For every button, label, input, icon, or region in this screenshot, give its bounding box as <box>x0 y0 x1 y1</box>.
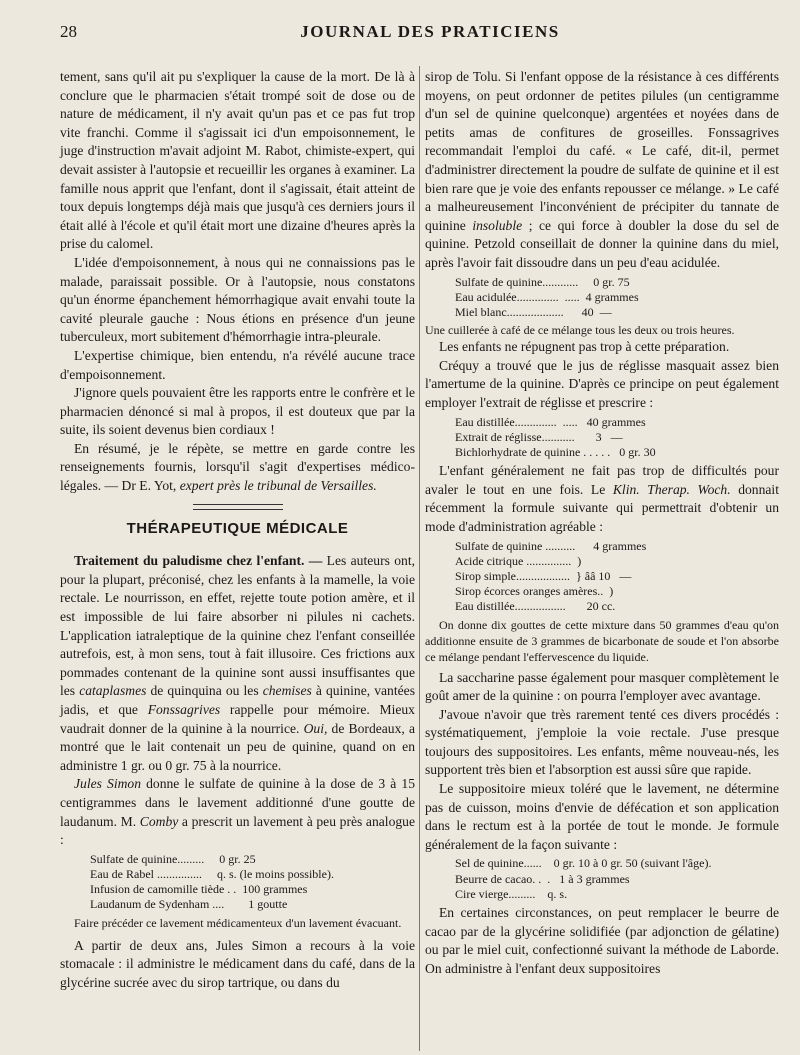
paragraph: A partir de deux ans, Jules Simon a recours à la voie stomacale : il administre le médicament dans du café, dans de la glycérine sucrée avec du sirop tartrique, ou dans du <box>60 937 415 990</box>
journal-title: JOURNAL DES PRATICIENS <box>300 22 560 41</box>
paragraph: L'enfant généralement ne fait pas trop de difficultés pour avaler le tout en une fois. Le Klin. Therap. Woch. donnait récemment la formule suivante qui permettrait d'obtenir un mode d'administration agréable : <box>425 463 779 534</box>
prescription-formula <box>455 856 779 902</box>
section-rule <box>193 504 283 510</box>
formula-line: Sulfate de quinine......... 0 gr. 25 <box>90 851 256 866</box>
formula-line: Extrait de réglisse........... 3 — <box>455 429 623 444</box>
column-divider <box>419 66 420 1051</box>
paragraph: J'ignore quels pouvaient être les rapports entre le confrère et le pharmacien dénoncé si mal à propos, il est douteux que par la suite, ils soient devenus bien cordiaux ! <box>60 385 415 438</box>
prescription-formula <box>455 415 779 461</box>
paragraph: L'expertise chimique, bien entendu, n'a révélé aucune trace d'empoisonnement. <box>60 347 415 382</box>
formula-line: Cire vierge......... q. s. <box>455 886 568 901</box>
formula-line: Eau acidulée.............. ..... 4 grammes <box>455 289 639 304</box>
formula-line: Sel de quinine...... 0 gr. 10 à 0 gr. 50 (suivant l'âge). <box>455 856 712 871</box>
formula-line: Sirop écorces oranges amères.. ) <box>455 584 614 599</box>
paragraph: Jules Simon donne le sulfate de quinine à la dose de 3 à 15 centigrammes dans le lavement additionné d'une goutte de laudanum. M. Comby a prescrit un lavement à peu près analogue : <box>60 776 415 848</box>
paragraph: En certaines circonstances, on peut remplacer le beurre de cacao par de la glycérine solidifiée (par adjonction de gélatine) ou par le miel cuit, confectionné suivant la méthode de Laborde. On administre à l'enfant deux suppositoires <box>425 905 779 976</box>
prescription-formula <box>455 539 779 615</box>
article-heading: Traitement du paludisme chez l'enfant. — <box>74 553 323 569</box>
prescription-formula <box>90 852 415 913</box>
formula-line: Beurre de cacao. . . 1 à 3 grammes <box>455 871 630 886</box>
author-affiliation: expert près le tribunal de Versailles. <box>179 478 377 494</box>
paragraph: Traitement du paludisme chez l'enfant. — Les auteurs ont, pour la plupart, préconisé, chez les enfants à la mamelle, la voie rectale. Le nourrisson, en effet, rejette toute potion amère, et il est impossible de lui faire absorber ni pilules ni cachets. L'application iatraleptique de la quinine chez l'enfant conseillée autrefois, est, à mon sens, tout à fait illusoire. Ces frictions aux pommades contenant de la quinine sont aussi insuffisantes que les cataplasmes de quinquina ou les chemises à quinine, vantées jadis, et que Fonssagrives rappelle pour mémoire. Mieux vaudrait donner de la quinine à la nourrice. Oui, de Bordeaux, a montré que le lait contenait un peu de quinine, quand on en administre 1 gr. ou 0 gr. 75 à la nourrice. <box>60 553 416 773</box>
right-column <box>425 68 779 978</box>
formula-note: Une cuillerée à café de ce mélange tous les deux ou trois heures. <box>425 323 735 338</box>
paragraph: En résumé, je le répète, se mettre en garde contre les renseignements fournis, lorsqu'il s'agit d'expertises médico-légales. — Dr E. Yot, expert près le tribunal de Versailles. <box>60 440 415 494</box>
paragraph: J'avoue n'avoir que très rarement tenté ces divers procédés : systématiquement, j'emploie la voie rectale. J'use presque toujours des suppositoires. Les enfants, même nouveau-nés, les supportent très bien et l'absorption est aussi sûre que rapide. <box>425 706 779 778</box>
formula-line: Miel blanc................... 40 — <box>455 304 612 319</box>
formula-note: Faire précéder ce lavement médicamenteux d'un lavement évacuant. <box>74 915 402 930</box>
formula-line: Acide citrique ............... ) <box>455 553 582 568</box>
paragraph: Les enfants ne répugnent pas trop à cette préparation. <box>439 339 730 355</box>
formula-line: Eau de Rabel ............... q. s. (le moins possible). <box>90 866 334 881</box>
formula-note: On donne dix gouttes de cette mixture dans 50 grammes d'eau qu'on additionne ensuite de 3 grammes de bicarbonate de soude et l'on absorbe ce mélange pendant l'effervescence du liquide. <box>425 617 779 664</box>
paragraph: Créquy a trouvé que le jus de réglisse masquait assez bien l'amertume de la quinine. D'après ce principe on peut également employer l'extrait de réglisse et prescrire : <box>425 357 779 410</box>
formula-line: Eau distillée................. 20 cc. <box>455 599 616 614</box>
paragraph: Le suppositoire mieux toléré que le lavement, ne détermine pas de cuisson, moins d'envie de défécation et son application dans le rectum est à la portée de tout le monde. Je formule généralement de la façon suivante : <box>425 781 779 852</box>
formula-line: Infusion de camomille tiède . . 100 grammes <box>90 882 308 897</box>
formula-line: Laudanum de Sydenham .... 1 goutte <box>90 897 288 912</box>
formula-line: Sulfate de quinine .......... 4 grammes <box>455 538 647 553</box>
prescription-formula <box>455 275 779 321</box>
paragraph: L'idée d'empoisonnement, à nous qui ne connaissions pas le malade, paraissait possible. Or à l'autopsie, nous constatons qu'un énorme épanchement hémorrhagique avait envahi toute la cavité pleurale gauche : Nous étions en présence d'un jeune tuberculeux, mort subitement d'hémorrhagie intra-pleurale. <box>60 254 415 345</box>
formula-line: Sulfate de quinine............ 0 gr. 75 <box>455 274 630 289</box>
section-title: THÉRAPEUTIQUE MÉDICALE <box>126 519 349 537</box>
formula-line: Sirop simple.................. } ââ 10 — <box>455 568 632 583</box>
left-column <box>60 68 415 992</box>
paragraph: La saccharine passe également pour masquer complètement le goût amer de la quinine : on pourra l'employer avec avantage. <box>425 669 779 704</box>
formula-line: Bichlorhydrate de quinine . . . . . 0 gr. 30 <box>455 444 656 459</box>
paragraph: sirop de Tolu. Si l'enfant oppose de la résistance à ces différents moyens, on peut ordonner de petites pilules (un centigramme d'un sel de quinine quelconque) argentées et noyées dans de petits amas de confitures de groseilles. Fonssagrives recommandait l'emploi du café. « Le café, dit-il, permet d'administrer directement la poudre de sulfate de quinine et il est bien rare que je voie des enfants repousser ce mélange. » Le café a malheureusement l'inconvénient de précipiter du tannate de quinine insoluble ; ce qui force à doubler la dose du sel de quinine. Petzold conseillait de donner la quinine dans du miel, après l'avoir fait dissoudre dans un peu d'eau acidulée. <box>425 69 779 270</box>
formula-line: Eau distillée.............. ..... 40 grammes <box>455 414 646 429</box>
page-number: 28 <box>60 22 77 41</box>
paragraph: tement, sans qu'il ait pu s'expliquer la cause de la mort. De là à conclure que le pharmacien s'était trompé soit de dose ou de nature de médicament, il n'y avait qu'un pas et ce pas fut trop vite franchi. Comme il s'agissait ici d'un empoisonnement, le juge d'instruction m'avait adjoint M. Rabot, chimiste-expert, qui devait assister à l'autopsie et recueillir les organes à examiner. La famille nous apprit que l'enfant, dont il s'agissait, était atteint de toux depuis longtemps déjà mais que jusqu'à ces derniers jours il était allé à l'école et qu'il était mort une dizaine d'heures après la prise du calomel. <box>60 69 415 252</box>
